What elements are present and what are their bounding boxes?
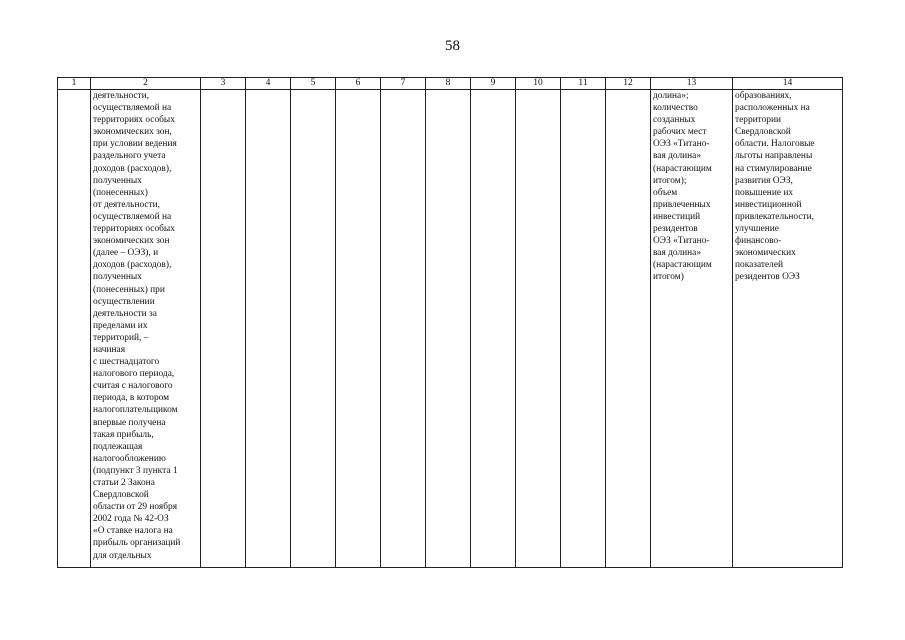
column-header-10: 10 bbox=[516, 78, 561, 90]
column-header-14: 14 bbox=[733, 78, 843, 90]
column-header-1: 1 bbox=[58, 78, 91, 90]
document-table bbox=[57, 77, 843, 568]
cell-col-8 bbox=[426, 90, 471, 568]
column-header-9: 9 bbox=[471, 78, 516, 90]
cell-col-1 bbox=[58, 90, 91, 568]
column-header-11: 11 bbox=[561, 78, 606, 90]
cell-text: деятельности, осуществляемой на территориях особых экономических зон, при условии ведения раздельного учета доходов (расходов), полученных (понесенных) от деятельности, осуществляемой на территориях особых экономических зон (далее – ОЭЗ), и доходов (расходов), полученных (понесенных) при осуществлении деятельности за пределами их территорий, – начиная с шестнадцатого налогового периода, считая с налогового периода, в котором налогоплательщиком впервые получена такая прибыль, подлежащая налогообложению (подпункт 3 пункта 1 статьи 2 Закона Свердловской области от 29 ноября 2002 года № 42-ОЗ «О ставке налога на прибыль организаций для отдельных bbox=[93, 91, 181, 561]
cell-col-9 bbox=[471, 90, 516, 568]
column-header-13: 13 bbox=[651, 78, 733, 90]
cell-col-6 bbox=[336, 90, 381, 568]
column-header-8: 8 bbox=[426, 78, 471, 90]
cell-col-4 bbox=[246, 90, 291, 568]
column-header-6: 6 bbox=[336, 78, 381, 90]
cell-col-2 bbox=[91, 90, 201, 568]
column-header-12: 12 bbox=[606, 78, 651, 90]
cell-col-3 bbox=[201, 90, 246, 568]
column-header-7: 7 bbox=[381, 78, 426, 90]
cell-col-10 bbox=[516, 90, 561, 568]
cell-col-5 bbox=[291, 90, 336, 568]
cell-col-12 bbox=[606, 90, 651, 568]
cell-text: долина»; количество созданных рабочих мест ОЭЗ «Титано- вая долина» (нарастающим итогом); объем привлеченных инвестиций резидентов ОЭЗ «Титано- вая долина» (нарастающим итогом) bbox=[653, 91, 712, 283]
column-header-4: 4 bbox=[246, 78, 291, 90]
page-number: 58 bbox=[445, 38, 460, 54]
column-header-3: 3 bbox=[201, 78, 246, 90]
cell-col-11 bbox=[561, 90, 606, 568]
cell-col-14 bbox=[733, 90, 843, 568]
column-header-5: 5 bbox=[291, 78, 336, 90]
cell-col-7 bbox=[381, 90, 426, 568]
cell-text: образованиях, расположенных на территории Свердловской области. Налоговые льготы направлены на стимулирование развития ОЭЗ, повышение их инвестиционной привлекательности, улучшение финансово- экономических показателей резидентов ОЭЗ bbox=[735, 91, 815, 283]
table-row bbox=[58, 90, 843, 568]
column-header-2: 2 bbox=[91, 78, 201, 90]
header-row bbox=[58, 78, 843, 90]
cell-col-13 bbox=[651, 90, 733, 568]
